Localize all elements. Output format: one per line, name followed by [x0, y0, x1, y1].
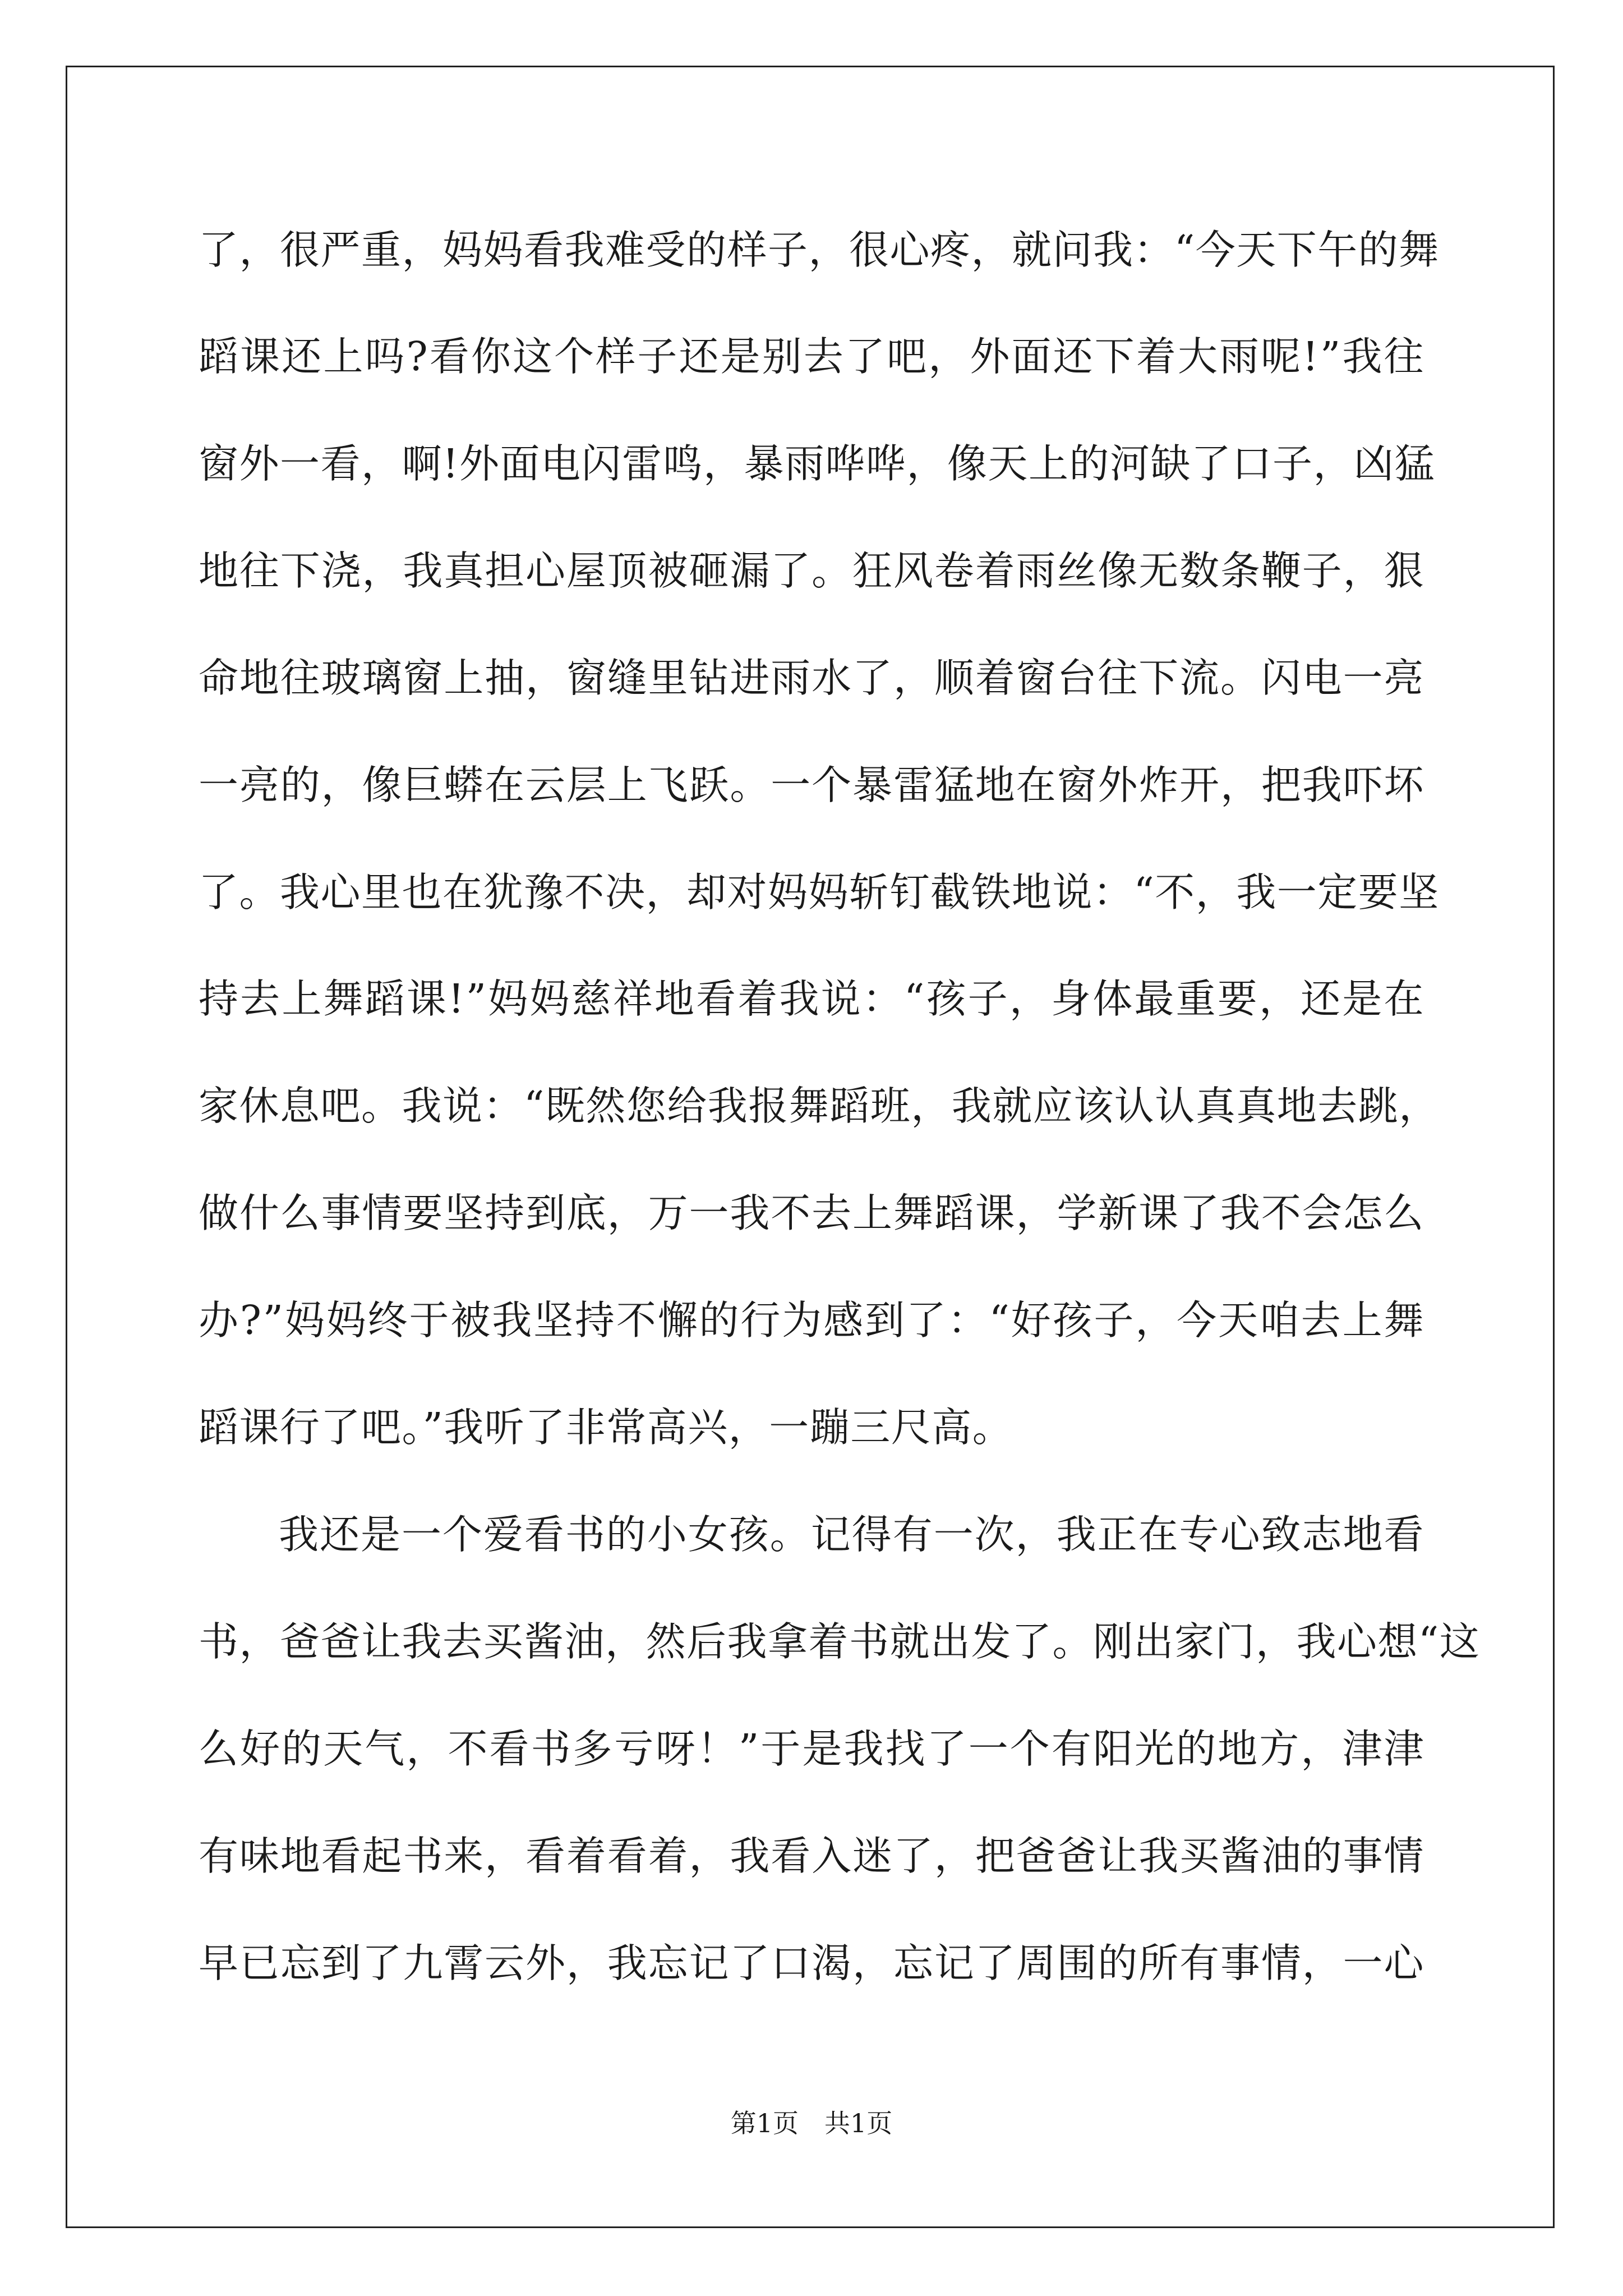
text-line: 蹈课还上吗?看你这个样子还是别去了吧，外面还下着大雨呢!”我往 — [199, 333, 1426, 380]
text-line: 了，很严重，妈妈看我难受的样子，很心疼，就问我：“今天下午的舞 — [199, 227, 1440, 273]
text-line: 么好的天气，不看书多亏呀！”于是我找了一个有阳光的地方，津津 — [199, 1726, 1426, 1772]
text-line: 命地往玻璃窗上抽，窗缝里钻进雨水了，顺着窗台往下流。闪电一亮 — [199, 655, 1425, 701]
page-number-footer: 第1页 共1页 — [730, 2108, 893, 2138]
page-border — [66, 66, 1555, 2228]
text-line: 书，爸爸让我去买酱油，然后我拿着书就出发了。刚出家门，我心想“这 — [199, 1618, 1481, 1665]
paragraph-first-line: 我还是一个爱看书的小女孩。记得有一次，我正在专心致志地看 — [279, 1511, 1425, 1558]
text-line: 有味地看起书来，看着看着，我看入迷了，把爸爸让我买酱油的事情 — [199, 1833, 1425, 1879]
text-line: 窗外一看，啊!外面电闪雷鸣，暴雨哗哗，像天上的河缺了口子，凶猛 — [199, 440, 1436, 487]
text-line: 办?”妈妈终于被我坚持不懈的行为感到了：“好孩子，今天咱去上舞 — [199, 1297, 1426, 1343]
text-line: 早已忘到了九霄云外，我忘记了口渴，忘记了周围的所有事情，一心 — [199, 1940, 1425, 1986]
text-line: 持去上舞蹈课!”妈妈慈祥地看着我说：“孩子，身体最重要，还是在 — [199, 976, 1426, 1022]
text-line: 做什么事情要坚持到底，万一我不去上舞蹈课，学新课了我不会怎么 — [199, 1190, 1425, 1236]
text-line: 地往下浇，我真担心屋顶被砸漏了。狂风卷着雨丝像无数条鞭子，狠 — [199, 547, 1425, 594]
text-line: 一亮的，像巨蟒在云层上飞跃。一个暴雷猛地在窗外炸开，把我吓坏 — [199, 762, 1425, 808]
text-line: 了。我心里也在犹豫不决，却对妈妈斩钉截铁地说：“不，我一定要坚 — [199, 869, 1440, 915]
text-line: 家休息吧。我说：“既然您给我报舞蹈班，我就应该认认真真地去跳， — [199, 1083, 1440, 1129]
text-line: 蹈课行了吧。”我听了非常高兴，一蹦三尺高。 — [199, 1404, 1013, 1451]
